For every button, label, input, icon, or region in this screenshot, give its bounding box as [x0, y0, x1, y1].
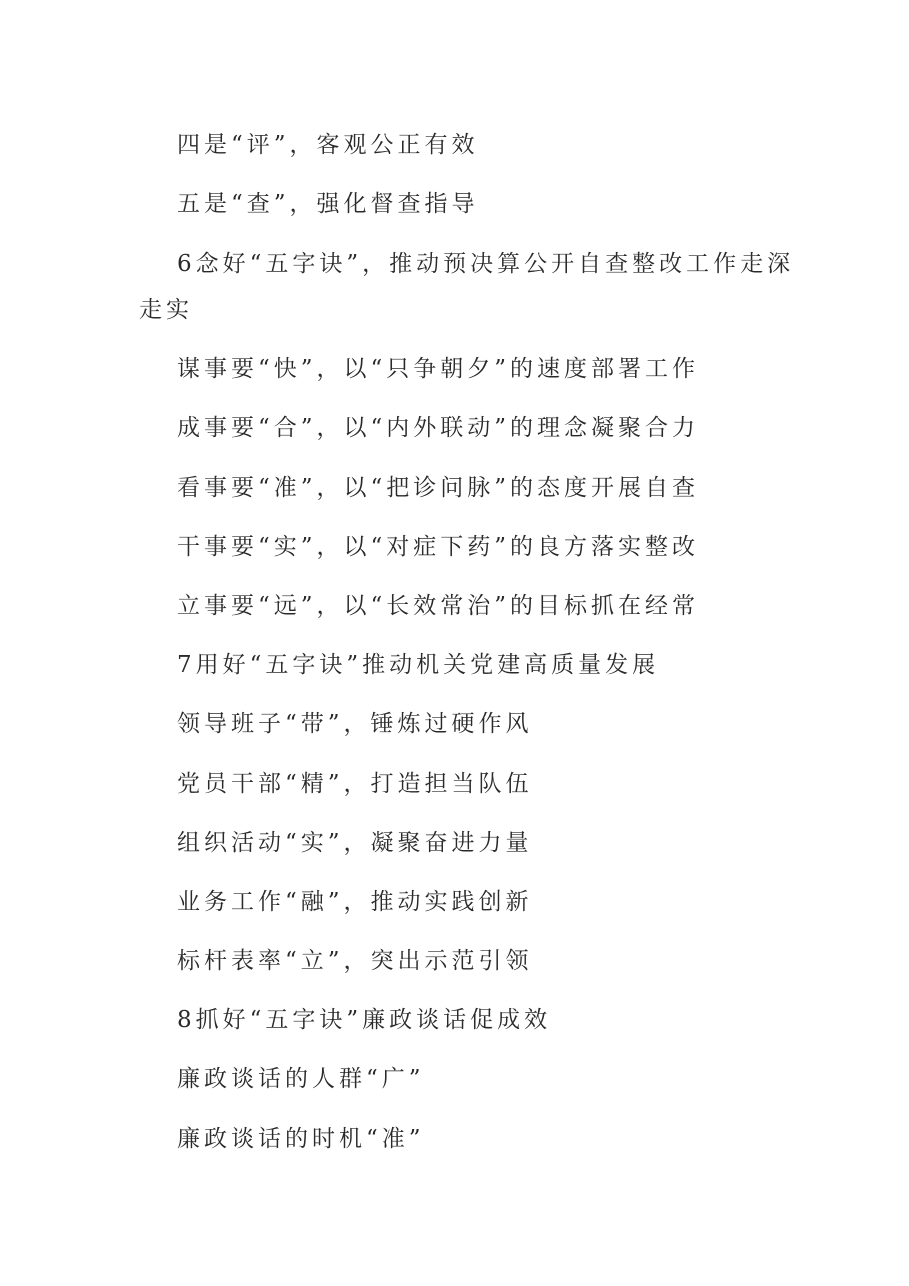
- section-heading-7: 7用好“五字诀”推动机关党建高质量发展: [177, 652, 660, 678]
- paragraph-line: 立事要“远”，以“长效常治”的目标抓在经常: [177, 593, 700, 619]
- paragraph-line: 谋事要“快”，以“只争朝夕”的速度部署工作: [177, 356, 700, 382]
- paragraph-line: 干事要“实”，以“对症下药”的良方落实整改: [177, 534, 700, 560]
- paragraph-line: 党员干部“精”，打造担当队伍: [177, 771, 533, 797]
- paragraph-line: 廉政谈话的时机“准”: [177, 1126, 425, 1152]
- paragraph-line: 组织活动“实”，凝聚奋进力量: [177, 830, 533, 856]
- paragraph-line: 标杆表率“立”，突出示范引领: [177, 948, 533, 974]
- paragraph-line: 业务工作“融”，推动实践创新: [177, 889, 533, 915]
- section-heading-8: 8抓好“五字诀”廉政谈话促成效: [177, 1007, 552, 1033]
- paragraph-line: 五是“查”，强化督查指导: [177, 191, 479, 217]
- paragraph-line: 看事要“准”，以“把诊问脉”的态度开展自查: [177, 475, 700, 501]
- section-heading-6: 6念好“五字诀”，推动预决算公开自查整改工作走深: [177, 251, 795, 277]
- paragraph-line: 四是“评”，客观公正有效: [177, 132, 479, 158]
- paragraph-line: 领导班子“带”，锤炼过硬作风: [177, 711, 533, 737]
- paragraph-line: 成事要“合”，以“内外联动”的理念凝聚合力: [177, 415, 700, 441]
- section-heading-6-continuation: 走实: [139, 297, 193, 323]
- paragraph-line: 廉政谈话的人群“广”: [177, 1066, 425, 1092]
